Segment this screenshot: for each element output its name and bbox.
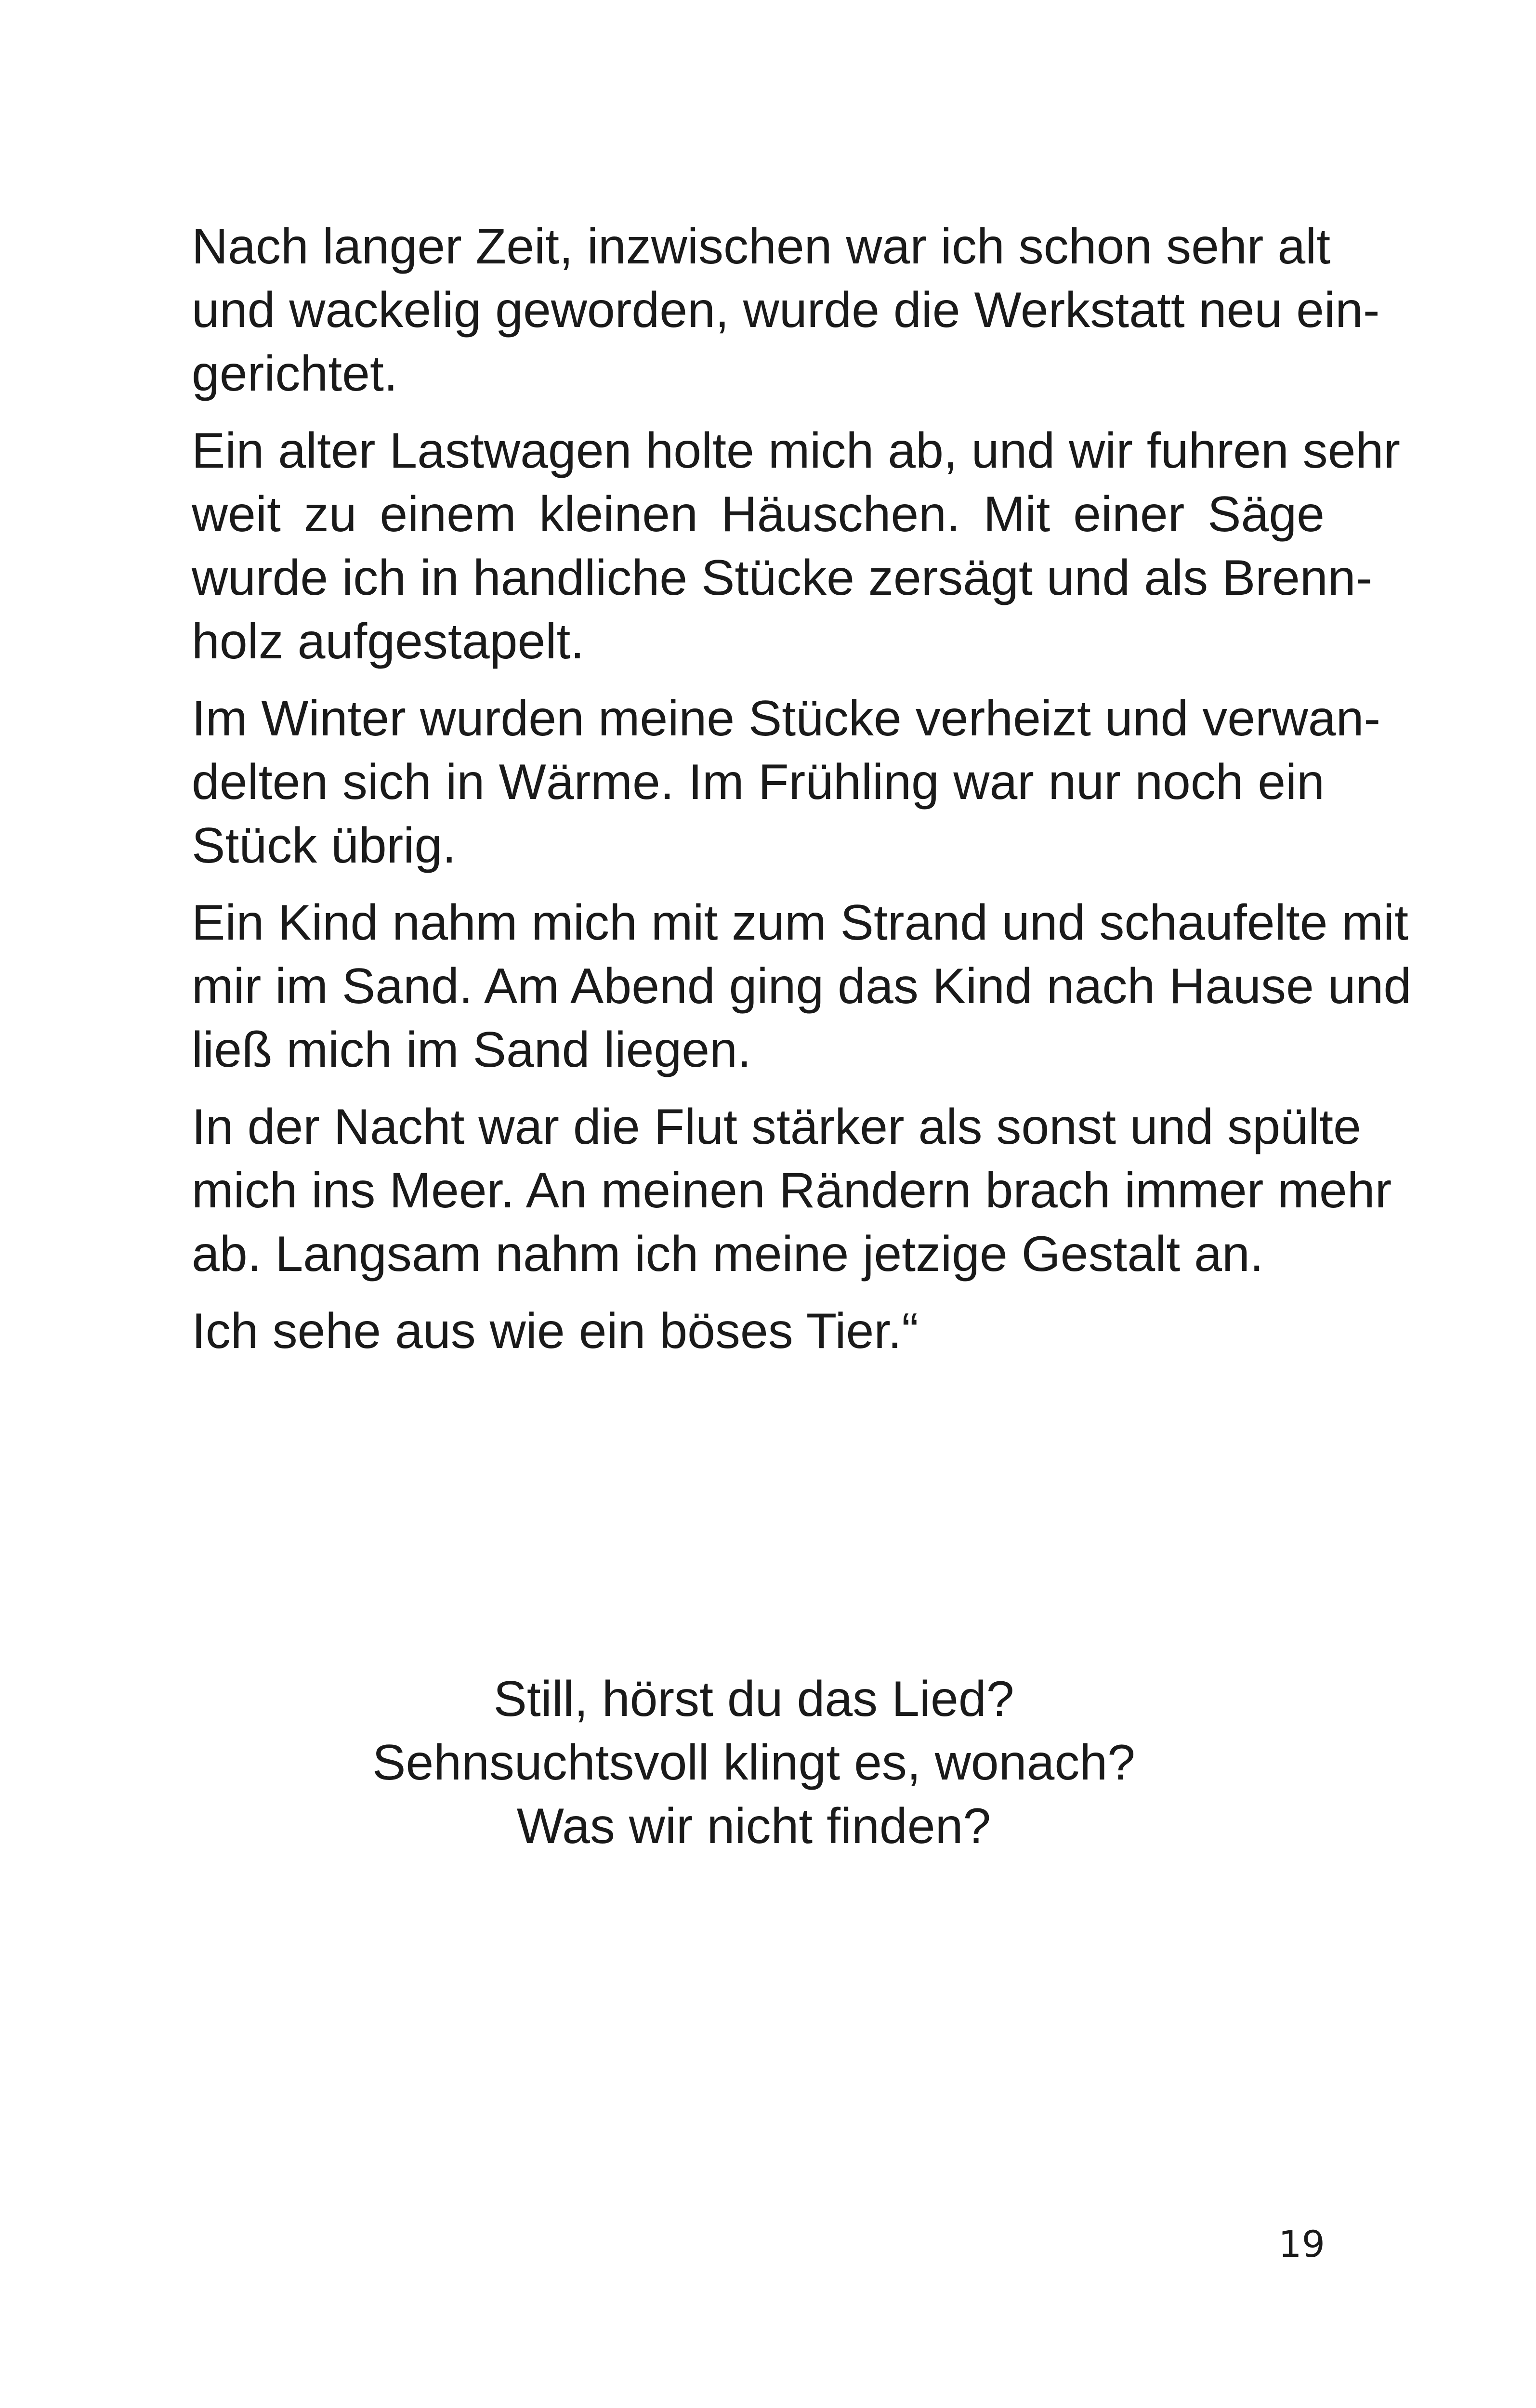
text-line: ließ mich im Sand liegen. bbox=[192, 1022, 751, 1078]
text-line: gerichtet. bbox=[192, 346, 398, 402]
text-line: mich ins Meer. An meinen Rändern brach immer mehr bbox=[192, 1163, 1392, 1218]
text-line: Nach langer Zeit, inzwischen war ich schon sehr alt bbox=[192, 219, 1331, 275]
paragraph-5 bbox=[192, 1095, 1392, 1286]
paragraph-3 bbox=[192, 687, 1381, 877]
text-line: wurde ich in handliche Stücke zersägt und als Brenn- bbox=[192, 550, 1373, 606]
poem-line: Was wir nicht finden? bbox=[516, 1798, 991, 1854]
paragraph-4 bbox=[192, 891, 1412, 1082]
text-line: Stück übrig. bbox=[192, 818, 457, 874]
prose-body bbox=[192, 215, 1412, 1376]
text-line: Ein alter Lastwagen holte mich ab, und wir fuhren sehr bbox=[192, 423, 1400, 479]
haiku-poem bbox=[289, 1667, 1219, 1858]
text-line: Im Winter wurden meine Stücke verheizt und verwan- bbox=[192, 691, 1381, 746]
text-line: Ein Kind nahm mich mit zum Strand und schaufelte mit bbox=[192, 895, 1409, 951]
paragraph-1 bbox=[192, 215, 1380, 406]
paragraph-2 bbox=[192, 419, 1400, 673]
page-number: 19 bbox=[1278, 2223, 1325, 2265]
text-line: mir im Sand. Am Abend ging das Kind nach Hause und bbox=[192, 958, 1412, 1014]
paragraph-6 bbox=[192, 1299, 1325, 1363]
poem-line: Still, hörst du das Lied? bbox=[493, 1671, 1014, 1727]
text-line: Ich sehe aus wie ein böses Tier.“ bbox=[192, 1303, 919, 1359]
text-line: holz aufgestapelt. bbox=[192, 614, 585, 669]
text-line: delten sich in Wärme. Im Frühling war nur noch ein bbox=[192, 754, 1325, 810]
text-line: weit zu einem kleinen Häuschen. Mit einer Säge bbox=[192, 486, 1325, 542]
text-line: und wackelig geworden, wurde die Werkstatt neu ein- bbox=[192, 282, 1380, 338]
text-line: ab. Langsam nahm ich meine jetzige Gestalt an. bbox=[192, 1226, 1264, 1282]
text-line: In der Nacht war die Flut stärker als sonst und spülte bbox=[192, 1099, 1361, 1155]
poem-line: Sehnsuchtsvoll klingt es, wonach? bbox=[372, 1735, 1136, 1791]
